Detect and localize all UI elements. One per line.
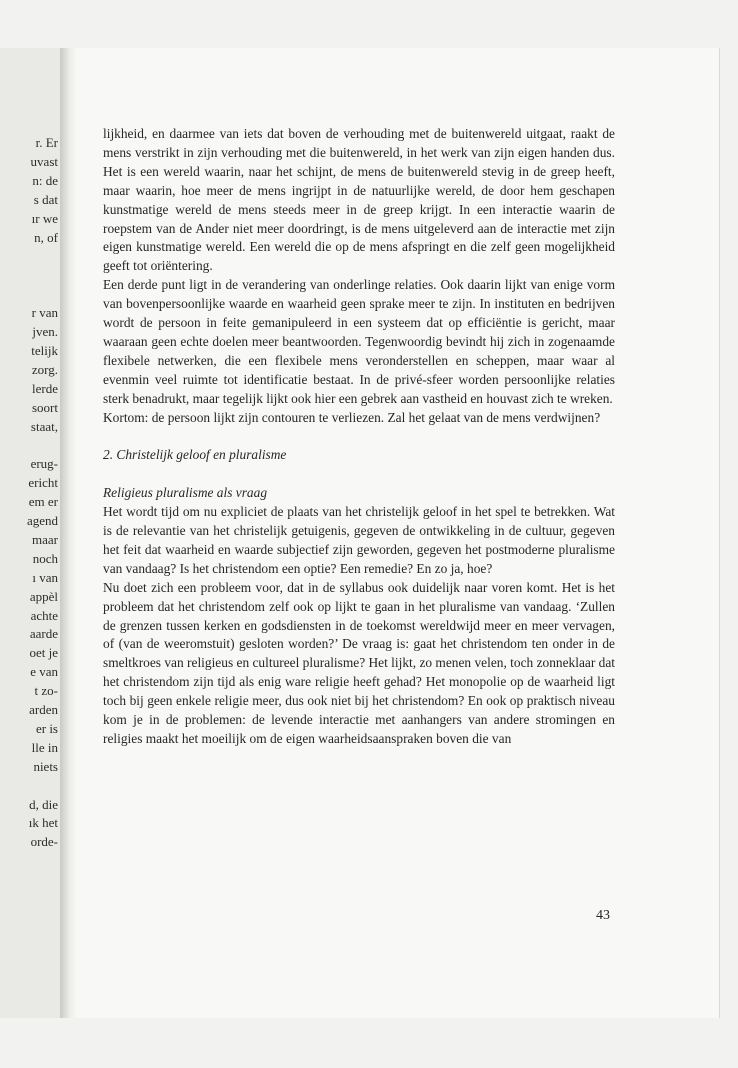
- paragraph-1: lijkheid, en daarmee van iets dat boven de verhouding met de buitenwereld uitgaat, raakt de mens verstrikt in zijn verhouding met die buitenwereld, in het werk van zijn eigen handen dus. Het is een wereld waarin, naar het schijnt, de mens de buitenwereld stevig in de greep heeft, maar waarin, hoe meer de mens ingrijpt in de natuurlijke wereld, de door hem geschapen kunstmatige wereld de mens steeds meer in de greep krijgt. In een interactie waarin de roepstem van de Ander niet meer doordringt, is de mens uitgeleverd aan de interactie met zijn eigen kunstmatige wereld. Een wereld die op de mens afspringt en die zelf geen mogelijkheid geeft tot oriëntering.: [103, 126, 615, 274]
- left-page-line: ı van: [32, 569, 58, 585]
- left-page-line: telijk: [31, 342, 58, 358]
- left-page-margin: [0, 48, 60, 1018]
- left-page-line: ericht: [28, 475, 58, 491]
- left-page-line: oet je: [29, 645, 58, 661]
- left-page-line: noch: [32, 550, 58, 566]
- left-page-line: d, die: [29, 796, 58, 812]
- left-page-line: r. Er: [35, 135, 58, 150]
- paragraph-2: Een derde punt ligt in de verandering van onderlinge relaties. Ook daarin lijkt van enige vorm van bovenpersoonlijke waarde en waarheid geen sprake meer te zijn. In instituten en bedrijven wordt de persoon in feite gemanipuleerd in een systeem dat op efficiëntie is gericht, maar waaraan geen echte doelen meer beantwoorden. Tegenwoordig bevindt hij zich in zogenaamde flexibele netwerken, die een flexibele mens veronderstellen en scheppen, maar waar al evenmin veel ruimte tot identificatie bestaat. In de privé-sfeer worden persoonlijke relaties sterk benadrukt, maar tegelijk lijkt ook hier een gebrek aan vastheid en houvast zich te wreken.: [103, 277, 615, 406]
- section-heading: 2. Christelijk geloof en pluralisme: [103, 447, 287, 463]
- left-page-line: uvast: [30, 153, 58, 169]
- left-page-line: zorg.: [31, 361, 58, 377]
- left-page-line: t zo-: [34, 683, 58, 699]
- left-page-line: soort: [32, 399, 58, 415]
- left-page-line: s dat: [33, 191, 58, 207]
- paragraph-5: Nu doet zich een probleem voor, dat in de syllabus ook duidelijk naar voren komt. Het is het probleem dat het christendom zelf ook op lijkt te gaan in het pluralisme van vandaag. ‘Zullen de grenzen tussen kerken en godsdiensten in de toekomst wereldwijd meer en meer vervagen, of (van de weeromstuit) gesloten worden?’ De vraag is: gaat het christendom ten onder in de smeltkroes van religieus en cultureel pluralisme? Het lijkt, zo menen velen, toch zonneklaar dat het christendom zijn tijd als enig ware religie heeft gehad? Het monopolie op de waarheid ligt toch bij geen enkele religie meer, dus ook niet bij het christendom? En ook op praktisch niveau kom je in de problemen: de levende interactie met aanhangers van andere stromingen en religies maakt het moeilijk om de eigen waarheidsaanspraken boven die van: [103, 579, 616, 746]
- left-page-line: lle in: [31, 739, 58, 755]
- main-text: [103, 125, 615, 749]
- left-page-line: staat,: [30, 418, 58, 434]
- left-page-line: ık het: [28, 815, 58, 831]
- left-page-line: appèl: [29, 588, 58, 604]
- page-number: 43: [596, 908, 610, 923]
- left-page-line: r van: [31, 305, 58, 321]
- left-page-line: em er: [28, 494, 58, 510]
- left-page-line: aarde: [29, 626, 58, 642]
- left-page-line: agend: [26, 513, 58, 528]
- left-page-line: lerde: [32, 380, 58, 396]
- subheading: Religieus pluralisme als vraag: [103, 485, 268, 501]
- left-page-line: niets: [33, 758, 58, 774]
- left-page-line: arden: [29, 702, 58, 717]
- left-page-line: orde-: [30, 834, 58, 850]
- left-page-line: ır we: [31, 210, 58, 226]
- left-page-line: n, of: [34, 229, 58, 245]
- left-page-line: erug-: [30, 456, 58, 472]
- left-page-line: jven.: [32, 324, 58, 339]
- book-gutter: [60, 48, 76, 1018]
- paragraph-3: Kortom: de persoon lijkt zijn contouren te verliezen. Zal het gelaat van de mens verdwijnen?: [103, 409, 601, 425]
- left-page-line: e van: [30, 664, 58, 680]
- left-page-line: er is: [35, 720, 58, 736]
- paragraph-4: Het wordt tijd om nu expliciet de plaats van het christelijk geloof in het spel te betrekken. Wat is de relevantie van het christelijk getuigenis, gegeven de ontwikkeling in de cultuur, gegeven het feit dat waarheid en waarde subjectief zijn geworden, gegeven het postmoderne pluralisme van vandaag? Is het christendom een optie? Een remedie? En zo ja, hoe?: [103, 504, 615, 576]
- left-page-line: achte: [30, 607, 58, 623]
- left-page-line: maar: [32, 531, 58, 547]
- left-page-line: n: de: [32, 172, 58, 188]
